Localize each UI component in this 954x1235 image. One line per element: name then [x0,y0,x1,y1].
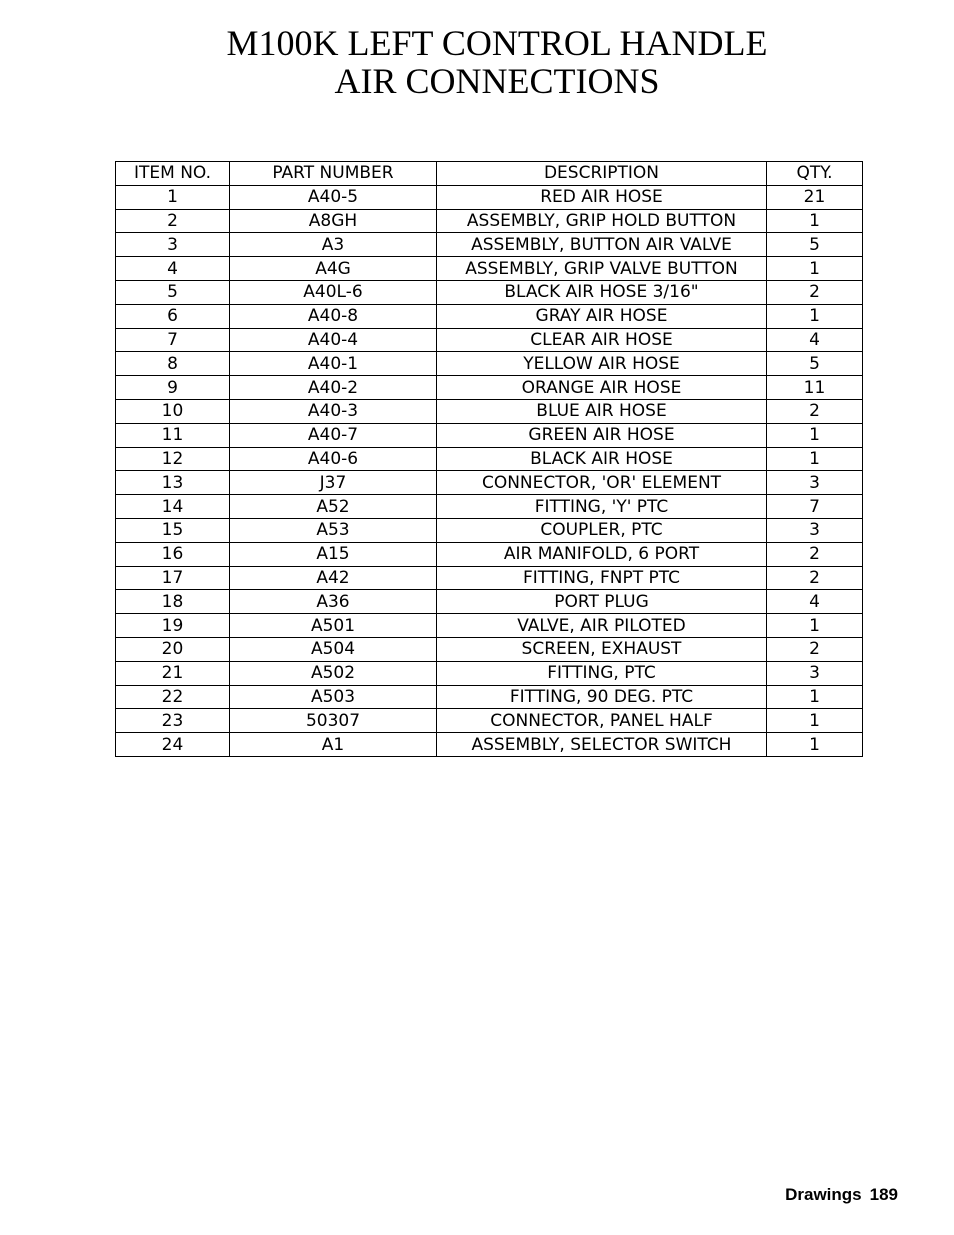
table-row [116,399,863,423]
cell-description: PORT PLUG [437,590,767,614]
cell-qty: 1 [767,423,863,447]
header-description: DESCRIPTION [437,162,767,186]
page-footer [785,1185,898,1205]
table-row [116,566,863,590]
cell-part-number: A53 [230,518,437,542]
table-row [116,518,863,542]
footer-page-number: 189 [869,1185,898,1204]
cell-description: CONNECTOR, 'OR' ELEMENT [437,471,767,495]
cell-qty: 1 [767,257,863,281]
table-row [116,280,863,304]
table-row [116,376,863,400]
cell-part-number: A1 [230,733,437,757]
cell-description: FITTING, 90 DEG. PTC [437,685,767,709]
cell-qty: 11 [767,376,863,400]
cell-part-number: A40-5 [230,185,437,209]
cell-part-number: A503 [230,685,437,709]
table-row [116,233,863,257]
cell-part-number: A40-4 [230,328,437,352]
cell-item-no: 10 [116,399,230,423]
cell-description: BLACK AIR HOSE 3/16" [437,280,767,304]
cell-item-no: 21 [116,661,230,685]
cell-description: ASSEMBLY, GRIP HOLD BUTTON [437,209,767,233]
table-row [116,637,863,661]
cell-description: CONNECTOR, PANEL HALF [437,709,767,733]
cell-qty: 4 [767,328,863,352]
cell-part-number: A40-2 [230,376,437,400]
cell-part-number: A40-7 [230,423,437,447]
cell-part-number: A40-3 [230,399,437,423]
cell-item-no: 8 [116,352,230,376]
cell-description: ASSEMBLY, BUTTON AIR VALVE [437,233,767,257]
table-row [116,447,863,471]
cell-qty: 2 [767,637,863,661]
footer-section: Drawings [785,1185,862,1204]
cell-item-no: 12 [116,447,230,471]
table-header-row [116,162,863,186]
table-row [116,614,863,638]
cell-part-number: A36 [230,590,437,614]
cell-qty: 2 [767,280,863,304]
cell-qty: 5 [767,233,863,257]
cell-item-no: 16 [116,542,230,566]
cell-qty: 7 [767,495,863,519]
cell-qty: 5 [767,352,863,376]
cell-qty: 3 [767,471,863,495]
cell-qty: 1 [767,447,863,471]
table-row [116,471,863,495]
cell-qty: 4 [767,590,863,614]
cell-qty: 1 [767,209,863,233]
cell-part-number: A40-6 [230,447,437,471]
cell-item-no: 1 [116,185,230,209]
cell-part-number: A40L-6 [230,280,437,304]
cell-qty: 2 [767,399,863,423]
table-row [116,423,863,447]
cell-part-number: J37 [230,471,437,495]
table-row [116,495,863,519]
parts-table-body [116,185,863,756]
cell-part-number: A52 [230,495,437,519]
cell-description: ASSEMBLY, SELECTOR SWITCH [437,733,767,757]
cell-qty: 1 [767,304,863,328]
cell-item-no: 2 [116,209,230,233]
cell-part-number: A8GH [230,209,437,233]
cell-part-number: A40-8 [230,304,437,328]
cell-description: CLEAR AIR HOSE [437,328,767,352]
cell-item-no: 6 [116,304,230,328]
cell-part-number: A40-1 [230,352,437,376]
cell-qty: 3 [767,661,863,685]
header-item-no: ITEM NO. [116,162,230,186]
cell-description: FITTING, FNPT PTC [437,566,767,590]
cell-description: ASSEMBLY, GRIP VALVE BUTTON [437,257,767,281]
title-line-1: M100K LEFT CONTROL HANDLE [226,23,768,63]
table-row [116,185,863,209]
cell-description: GREEN AIR HOSE [437,423,767,447]
cell-description: AIR MANIFOLD, 6 PORT [437,542,767,566]
header-qty: QTY. [767,162,863,186]
title-line-2: AIR CONNECTIONS [334,61,660,101]
cell-part-number: A501 [230,614,437,638]
table-row [116,328,863,352]
cell-item-no: 13 [116,471,230,495]
cell-item-no: 17 [116,566,230,590]
table-row [116,542,863,566]
cell-qty: 21 [767,185,863,209]
cell-qty: 1 [767,733,863,757]
cell-description: BLACK AIR HOSE [437,447,767,471]
cell-description: VALVE, AIR PILOTED [437,614,767,638]
cell-item-no: 4 [116,257,230,281]
table-row [116,685,863,709]
table-row [116,352,863,376]
table-row [116,709,863,733]
cell-part-number: A4G [230,257,437,281]
header-part-number: PART NUMBER [230,162,437,186]
table-row [116,733,863,757]
cell-item-no: 20 [116,637,230,661]
cell-qty: 2 [767,542,863,566]
cell-qty: 1 [767,685,863,709]
table-row [116,209,863,233]
table-row [116,590,863,614]
cell-description: FITTING, PTC [437,661,767,685]
cell-item-no: 3 [116,233,230,257]
cell-item-no: 23 [116,709,230,733]
cell-description: RED AIR HOSE [437,185,767,209]
cell-item-no: 5 [116,280,230,304]
cell-item-no: 18 [116,590,230,614]
cell-description: SCREEN, EXHAUST [437,637,767,661]
cell-description: ORANGE AIR HOSE [437,376,767,400]
table-row [116,304,863,328]
cell-description: FITTING, 'Y' PTC [437,495,767,519]
cell-item-no: 22 [116,685,230,709]
cell-item-no: 19 [116,614,230,638]
cell-item-no: 7 [116,328,230,352]
cell-description: YELLOW AIR HOSE [437,352,767,376]
table-row [116,257,863,281]
cell-item-no: 24 [116,733,230,757]
cell-item-no: 15 [116,518,230,542]
cell-part-number: A42 [230,566,437,590]
cell-qty: 3 [767,518,863,542]
cell-part-number: A3 [230,233,437,257]
cell-item-no: 14 [116,495,230,519]
cell-part-number: 50307 [230,709,437,733]
table-row [116,661,863,685]
page-title [0,24,954,100]
cell-qty: 1 [767,614,863,638]
cell-item-no: 9 [116,376,230,400]
cell-qty: 1 [767,709,863,733]
cell-item-no: 11 [116,423,230,447]
cell-part-number: A504 [230,637,437,661]
cell-description: GRAY AIR HOSE [437,304,767,328]
cell-part-number: A15 [230,542,437,566]
cell-description: BLUE AIR HOSE [437,399,767,423]
cell-part-number: A502 [230,661,437,685]
parts-table [115,161,863,757]
cell-qty: 2 [767,566,863,590]
cell-description: COUPLER, PTC [437,518,767,542]
